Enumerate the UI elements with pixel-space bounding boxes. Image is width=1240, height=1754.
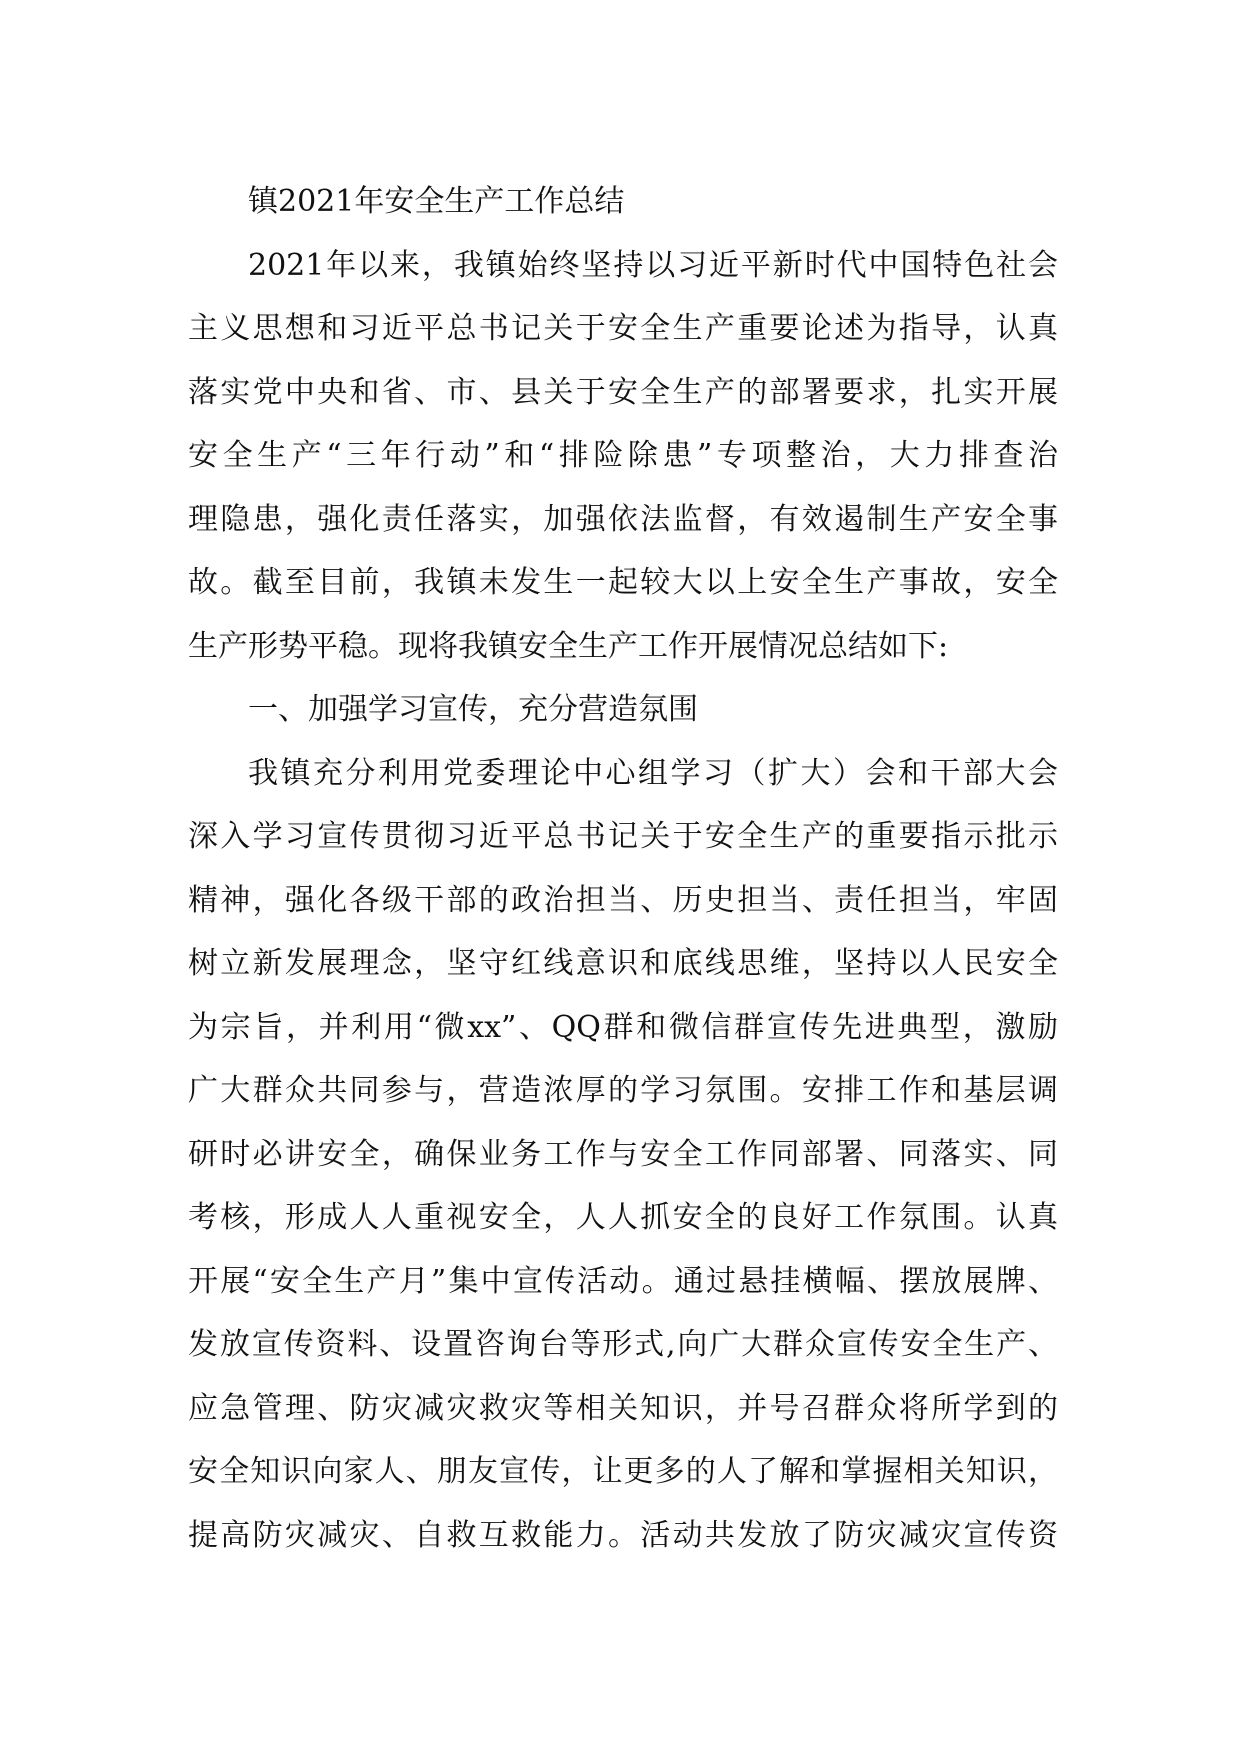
intro-line: 故。截至目前，我镇未发生一起较大以上安全生产事故，安全 [188,565,1058,600]
document-title: 镇2021年安全生产工作总结 [248,184,625,219]
section-heading-block [188,678,1058,742]
intro-paragraph [188,234,1058,679]
section-1-line: 考核，形成人人重视安全，人人抓安全的良好工作氛围。认真 [188,1200,1058,1235]
section-1-paragraph [188,742,1058,1568]
section-1-line: 应急管理、防灾减灾救灾等相关知识，并号召群众将所学到的 [188,1390,1058,1426]
section-1-line: 为宗旨，并利用“微xx”、QQ群和微信群宣传先进典型，激励 [188,1009,1058,1045]
intro-line: 安全生产“三年行动”和“排险除患”专项整治，大力排查治 [188,438,1058,473]
section-1-line: 发放宣传资料、设置咨询台等形式,向广大群众宣传安全生产、 [188,1327,1058,1362]
section-1-line: 精神，强化各级干部的政治担当、历史担当、责任担当，牢固 [188,882,1058,918]
intro-line: 2021年以来，我镇始终坚持以习近平新时代中国特色社会 [248,247,1058,283]
intro-line: 理隐患，强化责任落实，加强依法监督，有效遏制生产安全事 [188,501,1058,537]
section-1-line: 广大群众共同参与，营造浓厚的学习氛围。安排工作和基层调 [188,1073,1058,1108]
section-1-heading: 一、加强学习宣传，充分营造氛围 [248,692,698,727]
document-title-block [188,170,1058,234]
section-1-line: 提高防灾减灾、自救互救能力。活动共发放了防灾减灾宣传资 [188,1517,1058,1553]
intro-line: 生产形势平稳。现将我镇安全生产工作开展情况总结如下: [188,628,949,664]
intro-line: 主义思想和习近平总书记关于安全生产重要论述为指导，认真 [188,311,1058,346]
section-1-line: 研时必讲安全，确保业务工作与安全工作同部署、同落实、同 [188,1136,1058,1172]
intro-line: 落实党中央和省、市、县关于安全生产的部署要求，扎实开展 [188,374,1058,410]
section-1-line: 深入学习宣传贯彻习近平总书记关于安全生产的重要指示批示 [188,819,1058,854]
section-1-line: 树立新发展理念，坚守红线意识和底线思维，坚持以人民安全 [188,946,1058,981]
document-body [188,170,1058,1567]
section-1-line: 开展“安全生产月”集中宣传活动。通过悬挂横幅、摆放展牌、 [188,1263,1058,1299]
section-1-line: 我镇充分利用党委理论中心组学习（扩大）会和干部大会 [248,755,1058,791]
section-1-line: 安全知识向家人、朋友宣传，让更多的人了解和掌握相关知识， [188,1454,1058,1489]
